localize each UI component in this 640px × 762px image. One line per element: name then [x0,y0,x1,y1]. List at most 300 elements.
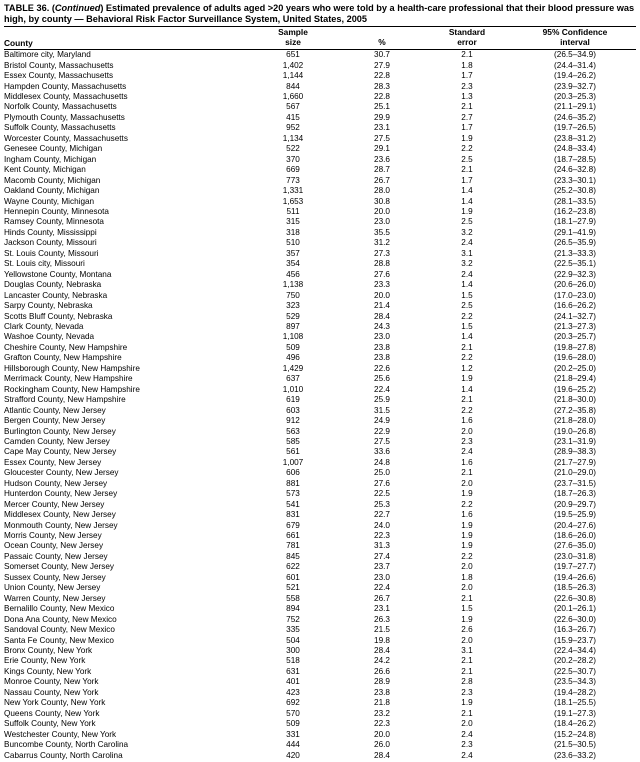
cell-percent: 33.6 [374,447,390,457]
header-sample-group: Sample [278,27,308,38]
header-row-1 [4,27,636,37]
cell-percent: 28.3 [374,81,390,91]
cell-percent: 22.9 [374,426,390,436]
table-row [4,82,636,92]
table-row [4,92,636,102]
cell-standard-error: 2.1 [461,395,473,405]
cell-confidence-interval: (19.4–28.2) [554,687,596,697]
table-row [4,583,636,593]
cell-county: Union County, New Jersey [4,583,101,593]
cell-county: Washoe County, Nevada [4,332,95,342]
cell-sample-size: 570 [286,708,300,718]
cell-county: Santa Fe County, New Mexico [4,635,114,645]
cell-percent: 20.0 [374,290,390,300]
cell-percent: 22.4 [374,384,390,394]
table-row [4,197,636,207]
cell-sample-size: 661 [286,531,300,541]
cell-sample-size: 563 [286,426,300,436]
cell-county: Worcester County, Massachusetts [4,133,128,143]
cell-confidence-interval: (21.8–30.0) [554,395,596,405]
cell-standard-error: 2.4 [461,750,473,760]
cell-confidence-interval: (29.1–41.9) [554,227,596,237]
cell-confidence-interval: (19.8–27.8) [554,342,596,352]
cell-county: Hampden County, Massachusetts [4,81,127,91]
header-blank [4,27,242,37]
cell-sample-size: 504 [286,635,300,645]
cell-standard-error: 2.1 [461,102,473,112]
cell-percent: 24.8 [374,457,390,467]
header-error: error [457,37,477,48]
cell-sample-size: 496 [286,353,300,363]
cell-percent: 25.3 [374,499,390,509]
cell-standard-error: 1.8 [461,572,473,582]
table-row [4,249,636,259]
table-row [4,71,636,81]
cell-county: Camden County, New Jersey [4,436,110,446]
table-row [4,740,636,750]
cell-confidence-interval: (21.0–29.0) [554,468,596,478]
cell-sample-size: 541 [286,499,300,509]
table-row [4,332,636,342]
table-row [4,186,636,196]
cell-sample-size: 300 [286,646,300,656]
cell-sample-size: 423 [286,687,300,697]
cell-county: Bergen County, New Jersey [4,416,106,426]
cell-standard-error: 2.7 [461,112,473,122]
header-blank-2 [346,27,420,37]
cell-sample-size: 1,660 [282,92,304,101]
table-row [4,615,636,625]
cell-standard-error: 1.6 [461,416,473,426]
table-row [4,102,636,112]
table-row [4,406,636,416]
cell-county: Grafton County, New Hampshire [4,353,122,363]
table-row [4,636,636,646]
cell-county: Erie County, New York [4,656,86,666]
cell-confidence-interval: (22.4–34.4) [554,646,596,656]
cell-county: Kings County, New York [4,666,92,676]
cell-standard-error: 2.3 [461,687,473,697]
cell-percent: 24.9 [374,416,390,426]
cell-county: New York County, New York [4,698,106,708]
cell-percent: 28.4 [374,750,390,760]
cell-county: Cheshire County, New Hampshire [4,342,128,352]
cell-standard-error: 1.4 [461,196,473,206]
cell-standard-error: 1.2 [461,363,473,373]
cell-sample-size: 603 [286,405,300,415]
cell-sample-size: 401 [286,677,300,687]
table-row [4,228,636,238]
cell-county: Cape May County, New Jersey [4,447,117,457]
table-row [4,437,636,447]
cell-confidence-interval: (20.2–28.2) [554,656,596,666]
table-row [4,343,636,353]
table-row [4,113,636,123]
cell-county: Westchester County, New York [4,729,117,739]
cell-county: St. Louis County, Missouri [4,248,99,258]
cell-county: Jackson County, Missouri [4,238,97,248]
cell-sample-size: 1,429 [282,363,304,373]
table-row [4,353,636,363]
table-row [4,698,636,708]
cell-confidence-interval: (24.8–33.4) [554,144,596,154]
cell-confidence-interval: (21.5–30.5) [554,740,596,750]
cell-percent: 26.7 [374,593,390,603]
table-row [4,594,636,604]
cell-confidence-interval: (20.9–29.7) [554,499,596,509]
cell-confidence-interval: (22.5–35.1) [554,259,596,269]
cell-sample-size: 952 [286,123,300,133]
cell-standard-error: 1.4 [461,186,473,196]
cell-sample-size: 692 [286,698,300,708]
cell-percent: 23.1 [374,604,390,614]
cell-confidence-interval: (19.4–26.2) [554,71,596,81]
table-row [4,573,636,583]
cell-standard-error: 1.8 [461,60,473,70]
table-row [4,656,636,666]
cell-county: Bronx County, New York [4,646,93,656]
table-row [4,50,636,61]
cell-confidence-interval: (24.6–32.8) [554,165,596,175]
cell-county: Cabarrus County, North Carolina [4,750,123,760]
cell-county: Warren County, New Jersey [4,593,106,603]
cell-sample-size: 529 [286,311,300,321]
cell-confidence-interval: (18.7–26.3) [554,489,596,499]
cell-percent: 23.2 [374,708,390,718]
cell-sample-size: 357 [286,248,300,258]
cell-percent: 28.4 [374,311,390,321]
cell-standard-error: 1.9 [461,531,473,541]
cell-sample-size: 1,144 [282,71,304,81]
cell-sample-size: 1,402 [282,60,304,70]
cell-confidence-interval: (26.5–34.9) [554,50,596,60]
cell-county: Hunterdon County, New Jersey [4,489,118,499]
cell-sample-size: 881 [286,478,300,488]
cell-sample-size: 522 [286,144,300,154]
cell-sample-size: 752 [286,614,300,624]
table-row [4,500,636,510]
cell-sample-size: 444 [286,740,300,750]
cell-confidence-interval: (23.3–30.1) [554,175,596,185]
cell-sample-size: 897 [286,321,300,331]
cell-percent: 27.5 [374,436,390,446]
cell-standard-error: 1.5 [461,604,473,614]
cell-sample-size: 844 [286,81,300,91]
cell-percent: 27.5 [374,133,390,143]
cell-percent: 30.7 [374,50,390,60]
cell-county: Morris County, New Jersey [4,531,102,541]
cell-percent: 24.2 [374,656,390,666]
cell-percent: 25.6 [374,374,390,384]
cell-county: Bristol County, Massachusetts [4,60,114,70]
cell-percent: 23.7 [374,562,390,572]
cell-county: Plymouth County, Massachusetts [4,112,125,122]
cell-percent: 26.6 [374,666,390,676]
cell-percent: 23.6 [374,154,390,164]
cell-percent: 25.9 [374,395,390,405]
table-row [4,416,636,426]
cell-confidence-interval: (22.5–30.7) [554,666,596,676]
cell-confidence-interval: (15.2–24.8) [554,729,596,739]
cell-sample-size: 679 [286,520,300,530]
cell-standard-error: 1.4 [461,384,473,394]
cell-percent: 26.0 [374,740,390,750]
cell-county: Kent County, Michigan [4,165,86,175]
cell-standard-error: 2.2 [461,405,473,415]
cell-standard-error: 2.6 [461,625,473,635]
cell-sample-size: 509 [286,719,300,729]
cell-standard-error: 1.5 [461,321,473,331]
cell-standard-error: 1.9 [461,206,473,216]
cell-standard-error: 2.2 [461,311,473,321]
cell-county: Passaic County, New Jersey [4,551,108,561]
cell-county: Mercer County, New Jersey [4,499,105,509]
cell-confidence-interval: (20.4–27.6) [554,520,596,530]
cell-county: Suffolk County, New York [4,719,96,729]
table-row [4,259,636,269]
table-row [4,280,636,290]
cell-confidence-interval: (23.0–31.8) [554,551,596,561]
cell-county: Gloucester County, New Jersey [4,468,119,478]
cell-county: Rockingham County, New Hampshire [4,384,140,394]
cell-standard-error: 2.5 [461,217,473,227]
cell-sample-size: 637 [286,374,300,384]
cell-sample-size: 315 [286,217,300,227]
cell-sample-size: 606 [286,468,300,478]
cell-county: Lancaster County, Nebraska [4,290,108,300]
table-row [4,489,636,499]
cell-sample-size: 1,108 [282,332,304,342]
cell-percent: 23.8 [374,342,390,352]
cell-confidence-interval: (20.2–25.0) [554,363,596,373]
table-row [4,61,636,71]
cell-county: Burlington County, New Jersey [4,426,116,436]
cell-percent: 31.5 [374,405,390,415]
cell-percent: 28.9 [374,677,390,687]
cell-percent: 26.3 [374,614,390,624]
cell-confidence-interval: (20.3–25.3) [554,92,596,101]
cell-standard-error: 1.7 [461,123,473,133]
cell-percent: 23.8 [374,687,390,697]
cell-standard-error: 1.9 [461,541,473,551]
cell-sample-size: 845 [286,551,300,561]
cell-confidence-interval: (19.0–26.8) [554,426,596,436]
cell-standard-error: 1.9 [461,614,473,624]
cell-county: Hennepin County, Minnesota [4,206,109,216]
table-row [4,385,636,395]
cell-percent: 27.4 [374,551,390,561]
cell-confidence-interval: (20.3–25.7) [554,332,596,342]
cell-standard-error: 1.7 [461,175,473,185]
cell-percent: 24.0 [374,520,390,530]
cell-sample-size: 370 [286,154,300,164]
cell-standard-error: 2.1 [461,666,473,676]
cell-standard-error: 2.5 [461,301,473,311]
cell-sample-size: 567 [286,102,300,112]
cell-percent: 23.0 [374,217,390,227]
cell-confidence-interval: (24.1–32.7) [554,311,596,321]
cell-percent: 21.4 [374,301,390,311]
cell-standard-error: 2.0 [461,562,473,572]
cell-standard-error: 3.2 [461,227,473,237]
cell-percent: 20.0 [374,206,390,216]
table-row [4,238,636,248]
cell-confidence-interval: (16.3–26.7) [554,625,596,635]
table-row [4,730,636,740]
cell-standard-error: 3.2 [461,259,473,269]
cell-standard-error: 2.4 [461,238,473,248]
cell-confidence-interval: (24.6–35.2) [554,112,596,122]
table-row [4,479,636,489]
cell-confidence-interval: (19.7–27.7) [554,562,596,572]
cell-confidence-interval: (28.9–38.3) [554,447,596,457]
cell-sample-size: 561 [286,447,300,457]
cell-standard-error: 2.1 [461,656,473,666]
table-row [4,364,636,374]
table-row [4,625,636,635]
cell-confidence-interval: (26.5–35.9) [554,238,596,248]
cell-county: Sarpy County, Nebraska [4,301,93,311]
header-sample-size: size [285,37,301,48]
cell-percent: 22.3 [374,531,390,541]
cell-county: Strafford County, New Hampshire [4,395,126,405]
cell-sample-size: 1,331 [282,186,304,196]
cell-percent: 23.8 [374,353,390,363]
cell-sample-size: 420 [286,750,300,760]
table-row [4,667,636,677]
cell-sample-size: 354 [286,259,300,269]
table-row [4,312,636,322]
table-row [4,301,636,311]
cell-standard-error: 2.4 [461,269,473,279]
cell-county: Sussex County, New Jersey [4,572,106,582]
cell-sample-size: 456 [286,269,300,279]
title-continued: Continued [54,3,101,13]
cell-sample-size: 1,138 [282,280,304,290]
table-row [4,176,636,186]
table-row [4,155,636,165]
cell-standard-error: 1.9 [461,520,473,530]
cell-sample-size: 669 [286,165,300,175]
table-row [4,395,636,405]
cell-sample-size: 1,653 [282,196,304,206]
cell-county: Middlesex County, New Jersey [4,510,116,520]
cell-county: Merrimack County, New Hampshire [4,374,133,384]
cell-standard-error: 2.0 [461,426,473,436]
cell-county: Middlesex County, Massachusetts [4,92,128,101]
cell-standard-error: 1.7 [461,71,473,81]
cell-sample-size: 318 [286,227,300,237]
cell-percent: 23.0 [374,572,390,582]
cell-sample-size: 415 [286,112,300,122]
cell-confidence-interval: (18.5–26.3) [554,583,596,593]
cell-sample-size: 335 [286,625,300,635]
cell-sample-size: 521 [286,583,300,593]
cell-standard-error: 2.0 [461,719,473,729]
cell-standard-error: 2.1 [461,165,473,175]
cell-county: Monroe County, New York [4,677,99,687]
cell-county: Monmouth County, New Jersey [4,520,118,530]
table-row [4,217,636,227]
table-row [4,427,636,437]
cell-standard-error: 1.4 [461,332,473,342]
cell-confidence-interval: (23.9–32.7) [554,81,596,91]
table-row [4,552,636,562]
cell-county: Wayne County, Michigan [4,196,95,206]
cell-confidence-interval: (17.0–23.0) [554,290,596,300]
cell-confidence-interval: (19.1–27.3) [554,708,596,718]
cell-percent: 23.3 [374,280,390,290]
cell-confidence-interval: (18.1–25.5) [554,698,596,708]
cell-standard-error: 2.5 [461,154,473,164]
table-row [4,604,636,614]
cell-county: Hillsborough County, New Hampshire [4,363,140,373]
cell-percent: 29.1 [374,144,390,154]
cell-confidence-interval: (19.4–26.6) [554,572,596,582]
cell-percent: 26.7 [374,175,390,185]
table-row [4,521,636,531]
table-row [4,322,636,332]
cell-confidence-interval: (21.1–29.1) [554,102,596,112]
cell-county: Nassau County, New York [4,687,99,697]
table-row [4,646,636,656]
cell-percent: 22.8 [374,71,390,81]
cell-standard-error: 1.3 [461,92,473,101]
cell-sample-size: 619 [286,395,300,405]
cell-percent: 27.3 [374,248,390,258]
cell-percent: 22.8 [374,92,390,101]
cell-percent: 28.4 [374,646,390,656]
cell-confidence-interval: (28.1–33.5) [554,196,596,206]
cell-confidence-interval: (21.3–33.3) [554,248,596,258]
cell-sample-size: 518 [286,656,300,666]
cell-sample-size: 750 [286,290,300,300]
table-row [4,207,636,217]
table-row [4,751,636,761]
cell-county: Ramsey County, Minnesota [4,217,104,227]
cell-standard-error: 2.0 [461,478,473,488]
cell-percent: 23.1 [374,123,390,133]
header-row-2 [4,37,636,48]
cell-sample-size: 912 [286,416,300,426]
cell-county: Clark County, Nevada [4,321,84,331]
cell-confidence-interval: (23.6–33.2) [554,750,596,760]
cell-percent: 28.7 [374,165,390,175]
cell-standard-error: 1.6 [461,457,473,467]
cell-sample-size: 1,010 [282,384,304,394]
table-body [4,50,636,761]
cell-percent: 22.4 [374,583,390,593]
cell-percent: 22.6 [374,363,390,373]
table-row [4,374,636,384]
cell-percent: 24.3 [374,321,390,331]
title-prefix: TABLE 36. ( [4,3,55,13]
cell-county: Scotts Bluff County, Nebraska [4,311,113,321]
cell-county: Suffolk County, Massachusetts [4,123,116,133]
cell-confidence-interval: (18.1–27.9) [554,217,596,227]
cell-sample-size: 773 [286,175,300,185]
cell-county: Oakland County, Michigan [4,186,100,196]
cell-standard-error: 2.1 [461,468,473,478]
page-title [4,3,636,24]
cell-sample-size: 510 [286,238,300,248]
cell-confidence-interval: (23.1–31.9) [554,436,596,446]
cell-standard-error: 1.6 [461,510,473,520]
cell-confidence-interval: (20.6–26.0) [554,280,596,290]
cell-confidence-interval: (22.6–30.0) [554,614,596,624]
table-row [4,719,636,729]
table-row [4,709,636,719]
